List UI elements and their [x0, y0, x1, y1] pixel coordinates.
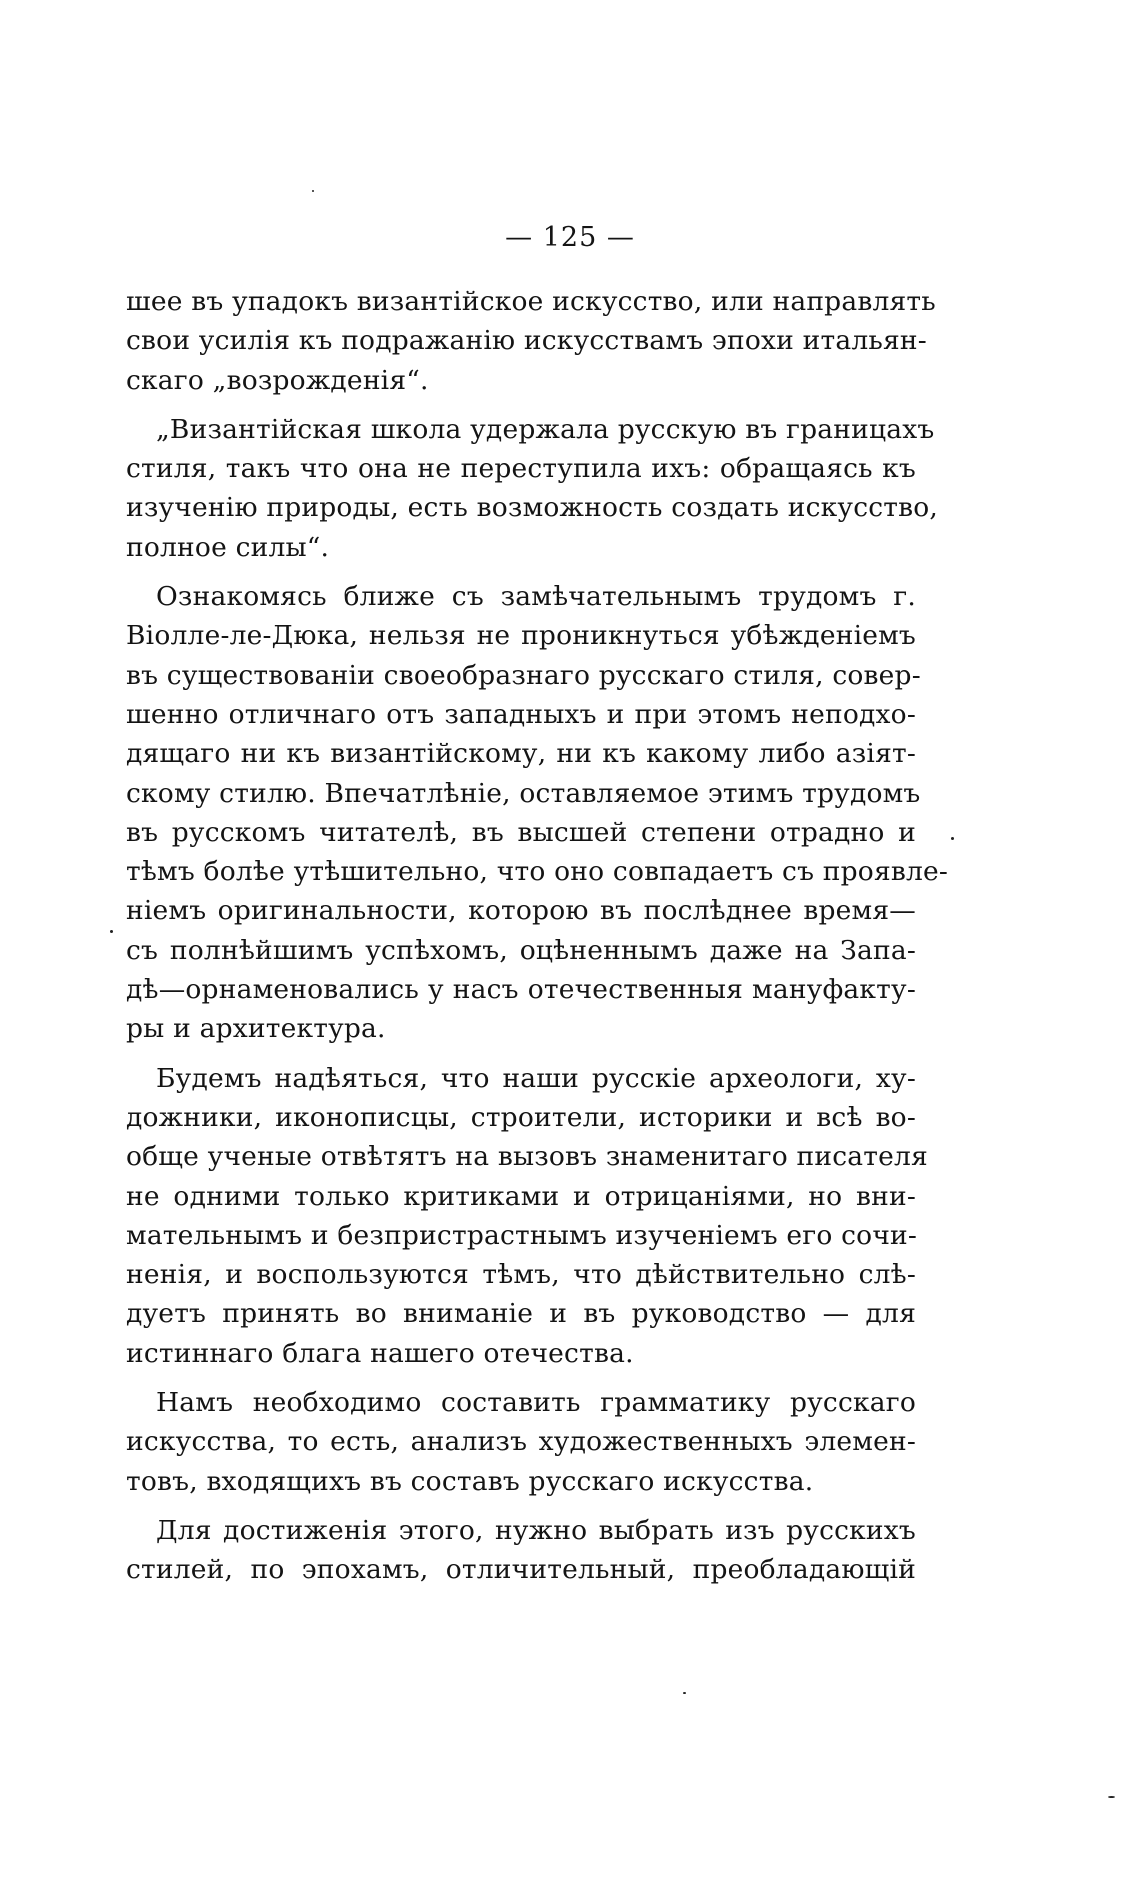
page-number: — 125 — [505, 222, 635, 253]
scan-speck [312, 190, 314, 192]
scan-speck [951, 837, 954, 840]
text-line: тѣмъ болѣе утѣшительно, что оно совпадаетъ съ проявле- [126, 856, 949, 888]
paragraph [126, 1383, 916, 1501]
text-line: ры и архитектура. [126, 1013, 386, 1045]
text-line: въ русскомъ читателѣ, въ высшей степени отрадно и [126, 816, 916, 848]
text-line: дожники, иконописцы, строители, историки и всѣ во- [126, 1101, 916, 1133]
text-line: ніемъ оригинальности, которою въ послѣднее время— [126, 895, 916, 927]
text-line: дящаго ни къ византійскому, ни къ какому либо азіят- [126, 738, 916, 770]
paragraph [126, 282, 936, 400]
text-line: скаго „возрожденія“. [126, 364, 429, 396]
text-line: дуетъ принять во вниманіе и въ руководство — для [126, 1298, 916, 1330]
text-line: Намъ необходимо составить грамматику русскаго [156, 1387, 916, 1419]
scan-speck [1108, 1796, 1115, 1798]
text-line: шее въ упадокъ византійское искусство, или направлять [126, 286, 936, 317]
text-line: скому стилю. Впечатлѣніе, оставляемое этимъ трудомъ [126, 777, 921, 809]
text-line: въ существованіи своеобразнаго русскаго стиля, совер- [126, 659, 921, 691]
text-line: Будемъ надѣяться, что наши русскіе археологи, ху- [156, 1062, 916, 1094]
text-line: мательнымъ и безпристрастнымъ изученіемъ его сочи- [126, 1219, 918, 1251]
text-line: не одними только критиками и отрицаніями, но вни- [126, 1180, 916, 1212]
scan-speck [110, 930, 113, 933]
text-line: искусства, то есть, анализъ художественныхъ элемен- [126, 1426, 916, 1458]
text-line: обще ученые отвѣтятъ на вызовъ знаменитаго писателя [126, 1141, 928, 1173]
text-line: „Византійская школа удержала русскую въ границахъ [156, 413, 935, 445]
text-line: свои усилія къ подражанію искусствамъ эпохи итальян- [126, 325, 927, 357]
paragraph [126, 410, 939, 567]
text-line: полное силы“. [126, 531, 330, 563]
paragraph [126, 1059, 928, 1373]
paragraph [126, 577, 949, 1049]
text-line: истиннаго блага нашего отечества. [126, 1337, 634, 1369]
paragraph [126, 1511, 916, 1590]
text-line: съ полнѣйшимъ успѣхомъ, оцѣненнымъ даже на Запа- [126, 934, 916, 966]
text-line: шенно отличнаго отъ западныхъ и при этомъ неподхо- [126, 698, 916, 730]
text-line: товъ, входящихъ въ составъ русскаго искусства. [126, 1465, 814, 1497]
text-line: стиля, такъ что она не переступила ихъ: обращаясь къ [126, 453, 916, 485]
scan-speck [683, 1692, 686, 1694]
text-line: стилей, по эпохамъ, отличительный, преобладающій [126, 1554, 916, 1586]
text-line: ненія, и воспользуются тѣмъ, что дѣйствительно слѣ- [126, 1259, 916, 1291]
body-text [126, 282, 949, 1590]
text-line: Ознакомясь ближе съ замѣчательнымъ трудомъ г. [156, 581, 916, 613]
text-line: дѣ—орнаменовались у насъ отечественныя мануфакту- [126, 974, 916, 1006]
text-line: изученію природы, есть возможность создать искусство, [126, 492, 939, 524]
text-line: Для достиженія этого, нужно выбрать изъ русскихъ [156, 1514, 916, 1546]
text-line: Віолле-ле-Дюка, нельзя не проникнуться убѣжденіемъ [126, 620, 916, 652]
